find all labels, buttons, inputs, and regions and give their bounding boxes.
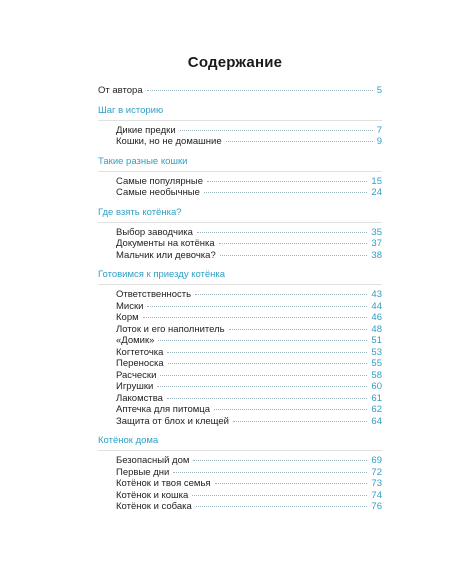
toc-entry [98,370,382,382]
section-divider [98,284,382,285]
toc-section [98,105,382,148]
toc-entry-from-author [98,85,382,97]
toc-entry-page: 37 [371,238,382,249]
toc-section-title: Где взять котёнка? [98,206,182,218]
toc-entry-title: Корм [116,312,139,323]
toc-entry [98,125,382,137]
toc-entry-page: 73 [371,478,382,489]
toc-entry-page: 55 [371,358,382,369]
leader-dots [219,243,368,244]
toc-entry-page: 53 [371,346,382,358]
toc-entry [98,289,382,301]
toc-entry [98,381,382,393]
toc-section [98,207,382,262]
toc-entry-page: 60 [371,381,382,392]
toc-entry [98,467,382,479]
toc-entry-title: Кошки, но не домашние [116,136,222,147]
toc-entry [98,416,382,428]
toc-entry [98,335,382,347]
toc-entry-page: 69 [371,455,382,466]
toc-entry-page: 24 [371,187,382,198]
toc-entry [98,324,382,336]
leader-dots [160,375,367,376]
toc-entry-page: 72 [371,466,382,478]
page-title: Содержание [187,54,283,71]
toc-entry-title: «Домик» [116,335,155,346]
toc-entry-title: Документы на котёнка [116,238,215,249]
toc-entry-title: Безопасный дом [116,455,190,466]
toc-entry-title: Самые популярные [116,175,203,187]
toc-entry [98,501,382,513]
leader-dots [214,409,367,410]
toc-entry [98,250,382,262]
toc-section-title: Готовимся к приезду котёнка [98,269,226,280]
toc-sections [98,105,382,513]
toc-entry-page: 64 [371,415,382,427]
toc-entry-page: 74 [371,489,382,501]
leader-dots [173,472,367,473]
toc-section-title: Шаг в историю [98,104,164,116]
toc-entry-title: Выбор заводчика [116,226,193,238]
toc-entry [98,301,382,313]
leader-dots [196,506,368,507]
toc-entry-page: 38 [371,249,382,261]
leader-dots [167,398,368,399]
toc-entry-page: 7 [376,124,382,136]
toc-entry-page: 61 [371,392,382,404]
toc-entry-title: От автора [98,85,143,96]
section-divider [98,222,382,223]
toc-entry [98,227,382,239]
leader-dots [180,130,373,131]
toc-entry-page: 5 [376,85,382,96]
toc-entry [98,312,382,324]
toc-entry-page: 58 [371,369,382,381]
toc-entry-title: Самые необычные [116,187,200,198]
leader-dots [215,483,368,484]
toc-entry [98,187,382,199]
toc-entry-page: 48 [371,323,382,335]
table-of-contents [98,85,382,521]
toc-entry [98,347,382,359]
toc-section [98,269,382,427]
toc-entry-title: Лоток и его наполнитель [116,323,225,335]
toc-entry-title: Мальчик или девочка? [116,249,216,261]
toc-section [98,435,382,513]
toc-entry [98,490,382,502]
leader-dots [229,329,368,330]
toc-entry-title: Переноска [116,358,164,369]
leader-dots [226,141,373,142]
toc-entry-page: 76 [371,501,382,512]
toc-entry-title: Котёнок и твоя семья [116,478,211,489]
toc-entry-page: 62 [371,404,382,415]
leader-dots [147,90,373,91]
toc-entry [98,238,382,250]
toc-entry-title: Расчески [116,369,157,381]
leader-dots [192,495,367,496]
leader-dots [197,232,368,233]
toc-entry [98,136,382,148]
toc-entry [98,393,382,405]
section-divider [98,171,382,172]
toc-entry-page: 51 [371,335,382,346]
toc-entry-page: 43 [371,289,382,300]
toc-entry-title: Защита от блох и клещей [116,415,229,427]
toc-entry-title: Дикие предки [116,124,176,136]
toc-entry-title: Котёнок и кошка [116,489,189,501]
section-divider [98,450,382,451]
leader-dots [158,340,367,341]
toc-section-title: Такие разные кошки [98,155,188,167]
toc-entry-title: Игрушки [116,381,154,392]
toc-entry-page: 15 [371,175,382,187]
toc-entry-title: Ответственность [116,289,192,300]
leader-dots [167,352,367,353]
leader-dots [195,294,367,295]
leader-dots [193,460,367,461]
leader-dots [233,421,367,422]
toc-entry-title: Котёнок и собака [116,501,192,512]
toc-entry [98,404,382,416]
toc-section-title: Котёнок дома [98,435,159,446]
leader-dots [220,255,368,256]
toc-entry [98,455,382,467]
toc-entry-title: Лакомства [116,392,163,404]
leader-dots [168,363,368,364]
leader-dots [143,317,368,318]
toc-entry [98,176,382,188]
toc-entry-title: Миски [116,300,144,312]
toc-entry-title: Аптечка для питомца [116,404,211,415]
toc-entry-page: 44 [371,300,382,312]
leader-dots [157,386,367,387]
toc-entry-title: Когтеточка [116,346,164,358]
toc-entry [98,478,382,490]
toc-entry-page: 9 [376,136,382,147]
toc-entry-page: 46 [371,312,382,323]
toc-entry [98,358,382,370]
leader-dots [207,181,367,182]
toc-entry-title: Первые дни [116,466,170,478]
leader-dots [147,306,367,307]
toc-entry-page: 35 [371,226,382,238]
toc-section [98,156,382,199]
section-divider [98,120,382,121]
leader-dots [204,192,367,193]
